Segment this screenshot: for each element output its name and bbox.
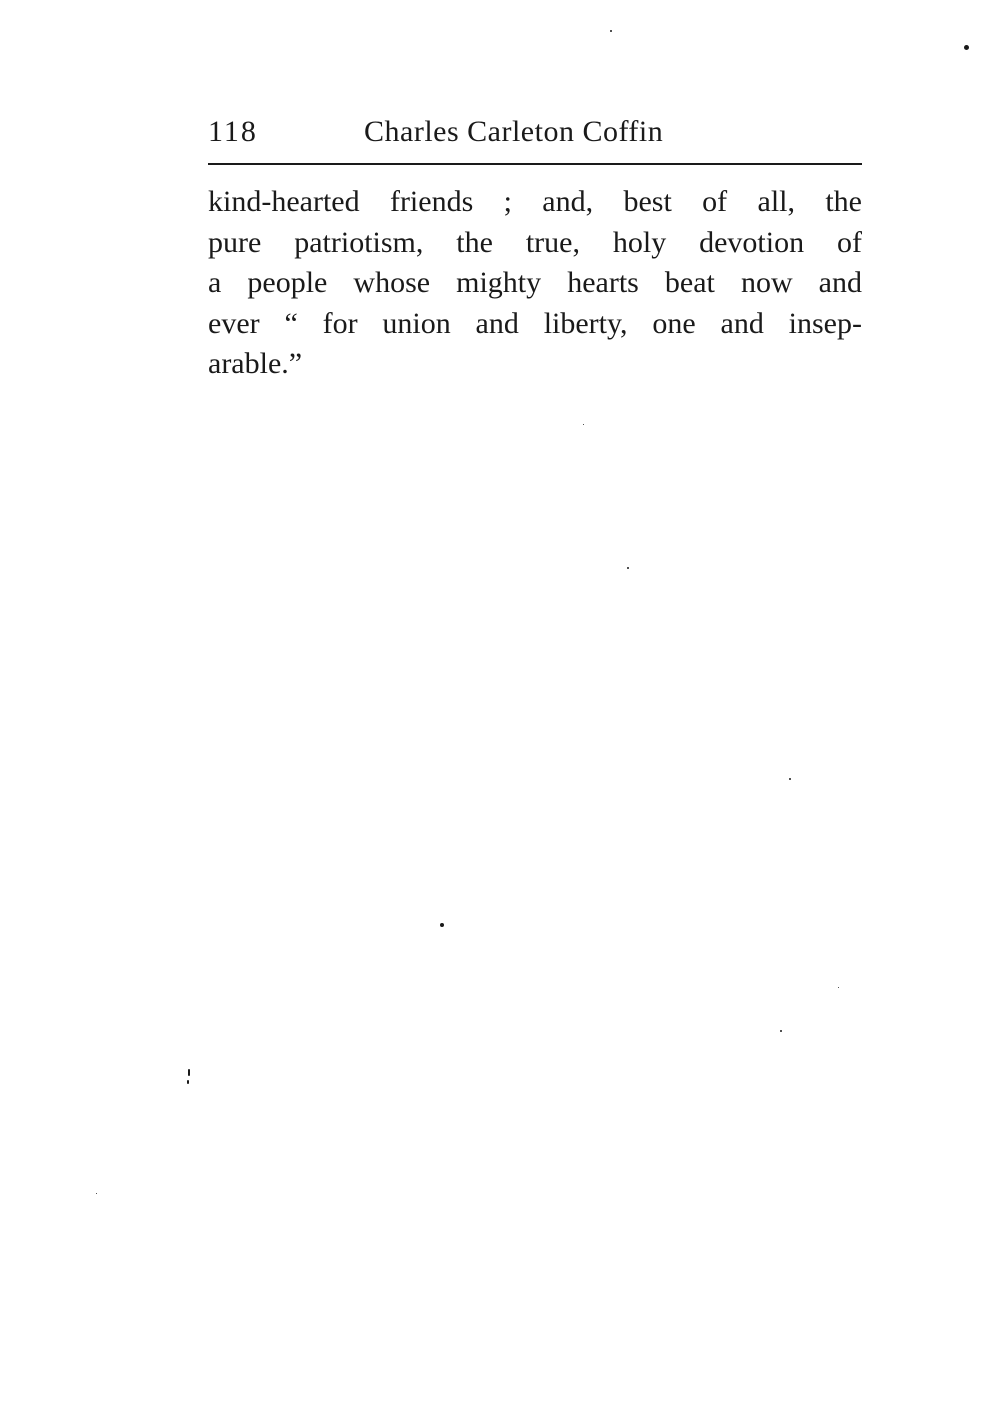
page-header: [208, 112, 862, 152]
text-line: ever “ for union and liberty, one and insep-: [208, 306, 862, 340]
scan-speck: [964, 45, 969, 50]
text-line: pure patriotism, the true, holy devotion of: [208, 225, 862, 259]
scan-speck: [610, 30, 612, 32]
page-number: 118: [208, 115, 258, 148]
text-line: kind-hearted friends ; and, best of all, the: [208, 185, 862, 218]
running-head: Charles Carleton Coffin: [364, 115, 664, 148]
scan-speck: [96, 1193, 97, 1194]
text-line: a people whose mighty hearts beat now and: [208, 266, 862, 299]
scan-speck: [187, 1080, 189, 1084]
scan-speck: [627, 567, 629, 569]
scan-speck: [789, 778, 791, 780]
scan-speck: [188, 1069, 190, 1076]
text-line: arable.”: [208, 347, 303, 380]
header-rule: [208, 163, 862, 165]
scan-speck: [838, 987, 839, 988]
scan-speck: [780, 1030, 782, 1032]
scan-speck: [583, 424, 584, 425]
scan-speck: [440, 923, 444, 927]
body-text: [208, 182, 862, 385]
